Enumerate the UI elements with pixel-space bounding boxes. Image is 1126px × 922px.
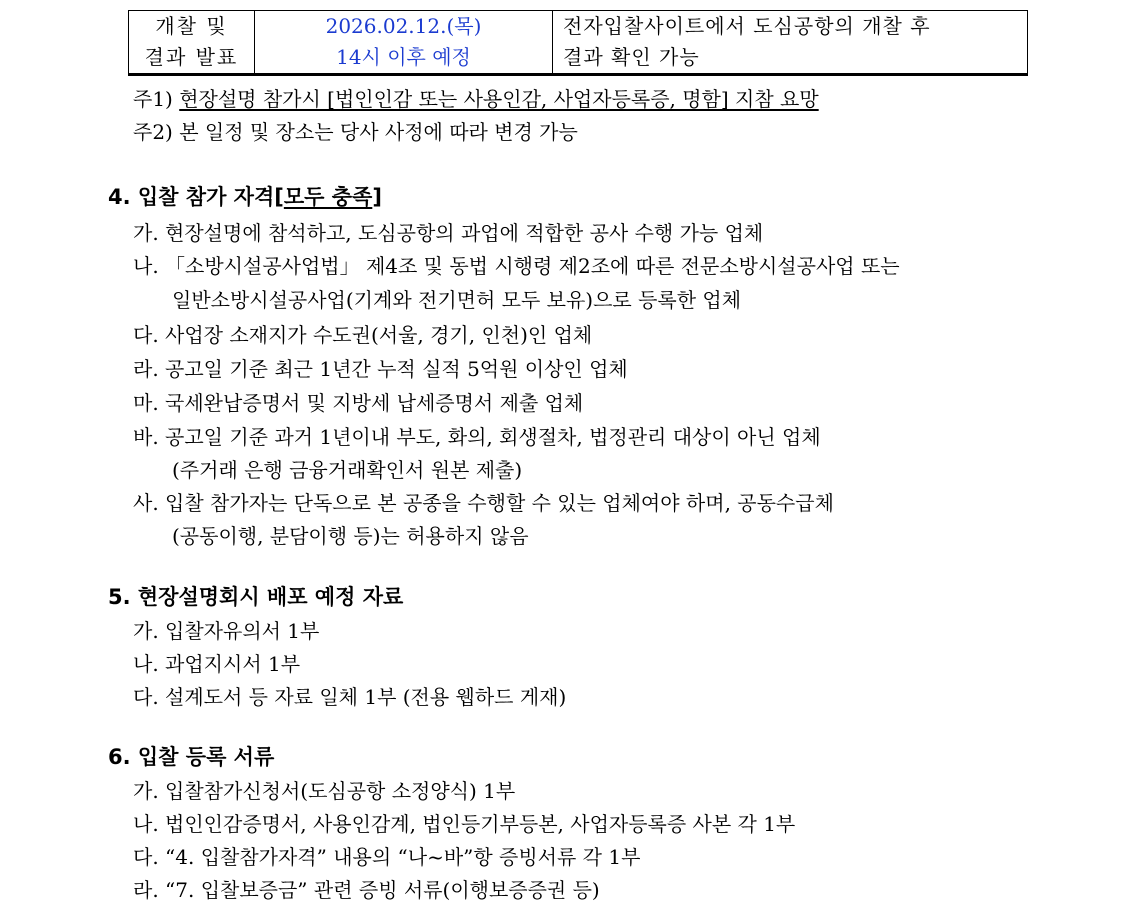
section-6-item: 다. “4. 입찰참가자격” 내용의 “나~바”항 증빙서류 각 1부 <box>133 845 641 869</box>
schedule-row <box>129 11 1028 75</box>
section-4-item: 마. 국세완납증명서 및 지방세 납세증명서 제출 업체 <box>133 391 584 415</box>
schedule-label-line2: 결과 발표 <box>144 45 239 69</box>
section-4-item: 가. 현장설명에 참석하고, 도심공항의 과업에 적합한 공사 수행 가능 업체 <box>133 221 764 245</box>
section-5-item: 가. 입찰자유의서 1부 <box>133 619 320 643</box>
schedule-desc-line2: 결과 확인 가능 <box>563 45 700 69</box>
schedule-date-cell <box>255 11 553 75</box>
section-4-item: 바. 공고일 기준 과거 1년이내 부도, 화의, 회생절차, 법정관리 대상이 아닌 업체 <box>133 425 821 449</box>
section-4-item-continued: (주거래 은행 금융거래확인서 원본 제출) <box>172 458 523 482</box>
section-6-item: 나. 법인인감증명서, 사용인감계, 법인등기부등본, 사업자등록증 사본 각 1부 <box>133 812 796 836</box>
note-2: 주2) 본 일정 및 장소는 당사 사정에 따라 변경 가능 <box>133 120 578 144</box>
section-5-item: 나. 과업지시서 1부 <box>133 652 301 676</box>
section-4-item: 나. 「소방시설공사업법」 제4조 및 동법 시행령 제2조에 따른 전문소방시설공사업 또는 <box>133 254 900 278</box>
schedule-table <box>128 10 1028 76</box>
schedule-date-line2: 14시 이후 예정 <box>336 45 471 69</box>
section-6-item: 가. 입찰참가신청서(도심공항 소정양식) 1부 <box>133 779 516 803</box>
section-4-item-continued: 일반소방시설공사업(기계와 전기면허 모두 보유)으로 등록한 업체 <box>172 288 742 312</box>
section-4-item: 다. 사업장 소재지가 수도권(서울, 경기, 인천)인 업체 <box>133 323 593 347</box>
schedule-label-cell <box>129 11 255 75</box>
section-4-heading-suffix: ] <box>372 185 382 209</box>
schedule-label-line1: 개찰 및 <box>155 14 228 38</box>
section-4-heading-underlined: 모두 충족 <box>283 185 373 209</box>
section-4-heading <box>108 183 382 211</box>
note-1-prefix: 주1) <box>133 87 180 111</box>
section-6-item: 라. “7. 입찰보증금” 관련 증빙 서류(이행보증증권 등) <box>133 878 600 902</box>
note-1 <box>133 85 819 113</box>
section-5-heading: 5. 현장설명회시 배포 예정 자료 <box>108 585 404 609</box>
schedule-date-line1: 2026.02.12.(목) <box>325 14 482 38</box>
schedule-desc-cell <box>553 11 1028 75</box>
section-6-heading: 6. 입찰 등록 서류 <box>108 745 275 769</box>
note-1-text: 현장설명 참가시 [법인인감 또는 사용인감, 사업자등록증, 명함] 지참 요망 <box>179 87 819 111</box>
section-5-item: 다. 설계도서 등 자료 일체 1부 (전용 웹하드 게재) <box>133 685 567 709</box>
section-4-item: 사. 입찰 참가자는 단독으로 본 공종을 수행할 수 있는 업체여야 하며, 공동수급체 <box>133 491 834 515</box>
section-4-item-continued: (공동이행, 분담이행 등)는 허용하지 않음 <box>172 524 529 548</box>
schedule-desc-line1: 전자입찰사이트에서 도심공항의 개찰 후 <box>563 14 931 38</box>
section-4-item: 라. 공고일 기준 최근 1년간 누적 실적 5억원 이상인 업체 <box>133 357 628 381</box>
section-4-heading-prefix: 4. 입찰 참가 자격[ <box>108 185 284 209</box>
